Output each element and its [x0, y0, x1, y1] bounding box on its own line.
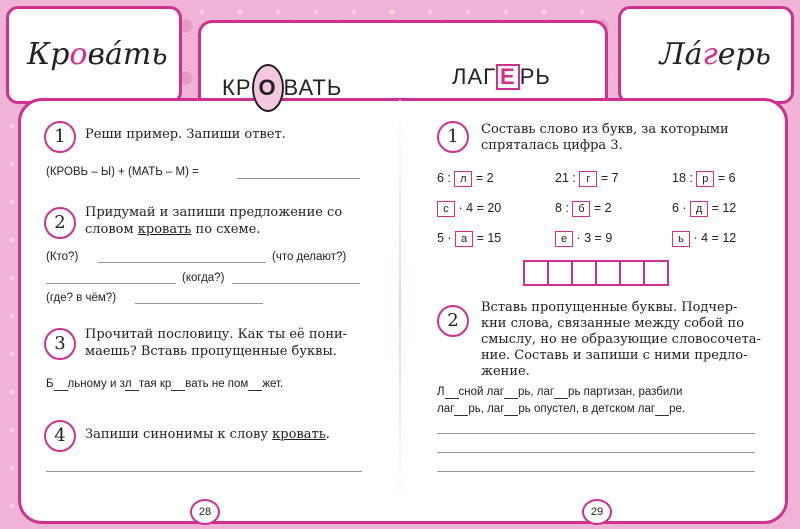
page-number-left: 28: [190, 499, 220, 525]
r-task2-line4: ние. Составь и запиши с ними предло-: [481, 348, 748, 363]
book-spine: [399, 100, 401, 514]
tent-letter-e: Е: [496, 64, 520, 90]
scheme-q-when: (когда?): [182, 272, 225, 284]
equation: 6 : л = 2: [437, 171, 494, 185]
equation: 18 : р = 6: [672, 171, 736, 185]
r-task1-text-line1: Составь слово из букв, за которыми: [481, 122, 729, 137]
r-task2-sentence-line1: Л сной лаг рь, лаг рь партизан, разбили: [437, 386, 683, 398]
task3-text-line2: маешь? Вставь пропущенные буквы.: [85, 344, 337, 359]
equation: 8 : б = 2: [555, 201, 612, 215]
task1-text: Реши пример. Запиши ответ.: [85, 127, 286, 142]
word-krovat: КР О ВАТЬ: [222, 64, 342, 112]
r-task2-line3: смыслу, но не образующие словосочета-: [481, 332, 761, 347]
task-number-1: 1: [437, 121, 469, 153]
letter-cell: [523, 260, 549, 286]
answer-line: [437, 471, 755, 472]
equation: е · 3 = 9: [555, 231, 612, 247]
answer-line: [237, 178, 360, 179]
r-task1-text-line2: спряталась цифра 3.: [481, 138, 623, 153]
right-header-tab: [618, 6, 794, 104]
letter-cell: [595, 260, 621, 286]
answer-letter-cells: [525, 260, 669, 286]
right-header-title: Ла́герь: [659, 37, 771, 72]
scheme-line: [232, 283, 360, 284]
r-task2-sentence-line2: лаг рь, лаг рь опустел, в детском лаг ре.: [437, 403, 686, 415]
equation: 21 : г = 7: [555, 171, 619, 185]
task1-example: (КРОВЬ – Ы) + (МАТЬ – М) =: [46, 166, 199, 178]
bed-letter-o: О: [252, 64, 284, 112]
answer-line: [437, 433, 755, 434]
task2-text-line2: словом кровать по схеме.: [85, 222, 261, 237]
r-task2-line5: жение.: [481, 364, 530, 379]
task3-text-line1: Прочитай пословицу. Как ты её пони-: [85, 327, 348, 342]
letter-cell: [643, 260, 669, 286]
r-task2-line2: кни слова, связанные между собой по: [481, 316, 745, 331]
letter-cell: [571, 260, 597, 286]
left-header-title: Крова́ть: [27, 37, 168, 72]
scheme-q-who: (Кто?): [46, 251, 79, 263]
word-lager: ЛАГ Е РЬ: [452, 64, 551, 89]
answer-line: [46, 471, 362, 472]
task2-text-line1: Придумай и запиши предложение со: [85, 205, 343, 220]
page-number-right: 29: [582, 499, 612, 525]
proverb: Б льному и зл тая кр вать не пом жет.: [46, 378, 284, 390]
task-number-2: 2: [44, 207, 76, 239]
equation: с · 4 = 20: [437, 201, 501, 217]
task4-text: Запиши синонимы к слову кровать.: [85, 427, 330, 442]
scheme-line: [98, 262, 266, 263]
letter-cell: [547, 260, 573, 286]
answer-line: [437, 452, 755, 453]
r-task2-line1: Вставь пропущенные буквы. Подчер-: [481, 300, 738, 315]
task-number-4: 4: [44, 420, 76, 452]
equation: 6 · д = 12: [672, 201, 737, 215]
left-header-tab: [6, 6, 182, 104]
task-number-3: 3: [44, 328, 76, 360]
equation: ь · 4 = 12: [672, 231, 736, 247]
scheme-line: [46, 283, 176, 284]
task-number-1: 1: [44, 121, 76, 153]
letter-cell: [619, 260, 645, 286]
scheme-q-where: (где? в чём?): [46, 292, 117, 304]
task-number-2: 2: [437, 305, 469, 337]
scheme-q-what: (что делают?): [272, 251, 347, 263]
equation: 5 · а = 15: [437, 231, 502, 245]
scheme-line: [135, 303, 263, 304]
